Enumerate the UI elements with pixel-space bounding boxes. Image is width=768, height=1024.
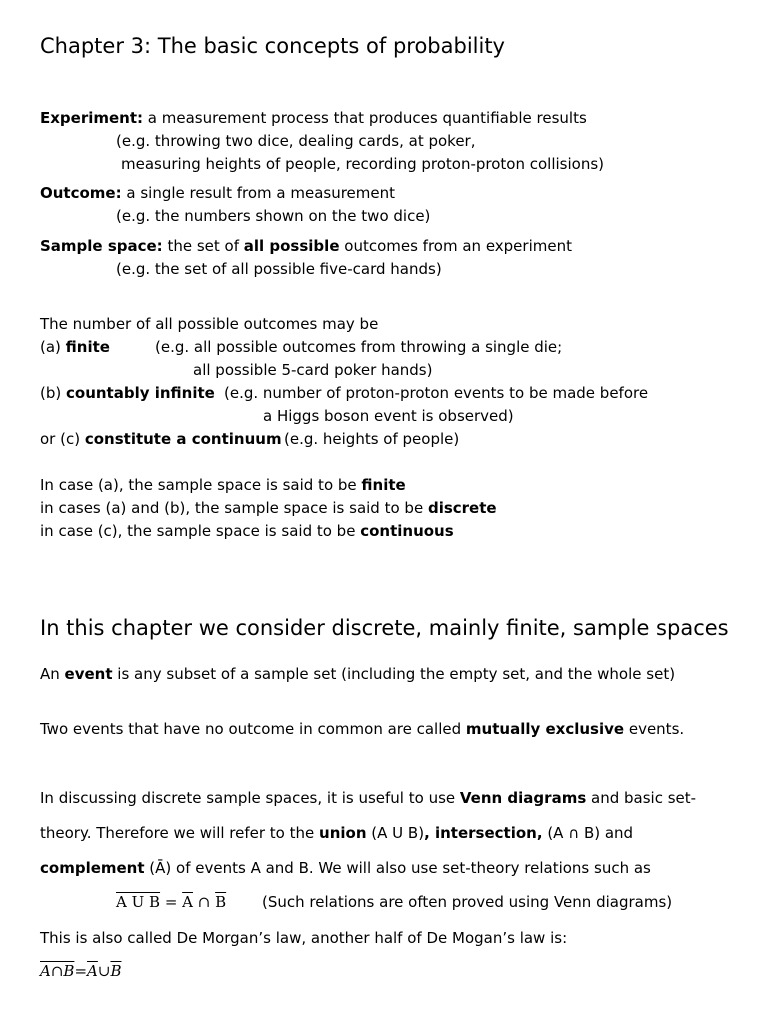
mutual-post: events. xyxy=(624,720,685,738)
case-c-example: (e.g. heights of people) xyxy=(284,430,460,448)
sample-space-term: Sample space: xyxy=(40,237,163,255)
section-heading: In this chapter we consider discrete, mainly finite, sample spaces xyxy=(40,616,729,640)
venn-term: Venn diagrams xyxy=(459,789,587,807)
outcome-definition xyxy=(40,183,395,203)
page-title: Chapter 3: The basic concepts of probability xyxy=(40,34,505,58)
event-term: event xyxy=(64,665,113,683)
sample-space-definition xyxy=(40,236,572,256)
case-b-prefix: (b) xyxy=(40,384,66,402)
venn-l1-post: and basic set- xyxy=(586,789,697,807)
possible-intro: The number of all possible outcomes may be xyxy=(40,315,379,333)
complement-term: complement xyxy=(40,859,145,877)
case-a-summary xyxy=(40,475,406,495)
union-comma: , xyxy=(424,824,435,842)
eq1-equals: = xyxy=(160,893,183,911)
eq2-a-bar: $\overline{A}$ xyxy=(87,962,98,980)
eq1-b-bar: $\overline{B}$ xyxy=(215,893,227,911)
case-c-line xyxy=(40,429,282,449)
case-a-summary-text: In case (a), the sample space is said to be xyxy=(40,476,362,494)
eq1-a-bar: $\overline{A}$ xyxy=(182,893,193,911)
case-b-summary-term: discrete xyxy=(427,499,497,517)
case-c-summary xyxy=(40,521,454,541)
case-c-prefix: or (c) xyxy=(40,430,85,448)
case-a-prefix: (a) xyxy=(40,338,66,356)
experiment-definition xyxy=(40,108,587,128)
venn-line-2 xyxy=(40,823,633,843)
event-post: is any subset of a sample set (including the empty set, and the whole set) xyxy=(112,665,676,683)
sample-space-def1: the set of xyxy=(162,237,244,255)
case-a-line xyxy=(40,337,110,357)
outcome-example: (e.g. the numbers shown on the two dice) xyxy=(116,207,431,225)
venn-l3-post: (Ā) of events A and B. We will also use set-theory relations such as xyxy=(144,859,651,877)
sample-space-def2: outcomes from an experiment xyxy=(339,237,572,255)
union-symbol: (A U B) xyxy=(366,824,425,842)
case-b-example-1: (e.g. number of proton-proton events to be made before xyxy=(224,384,649,402)
mutual-term: mutually exclusive xyxy=(465,720,625,738)
venn-l1-pre: In discussing discrete sample spaces, it is useful to use xyxy=(40,789,460,807)
venn-line-3 xyxy=(40,858,651,878)
event-pre: An xyxy=(40,665,65,683)
eq1-cap: ∩ xyxy=(193,893,216,911)
experiment-term: Experiment: xyxy=(40,109,144,127)
case-a-example-1: (e.g. all possible outcomes from throwing a single die; xyxy=(155,338,563,356)
sample-space-example: (e.g. the set of all possible five-card hands) xyxy=(116,260,442,278)
case-a-term: finite xyxy=(65,338,110,356)
de-morgan-equation-1 xyxy=(116,892,226,912)
case-b-example-2: a Higgs boson event is observed) xyxy=(263,407,514,425)
event-definition xyxy=(40,664,675,684)
case-a-summary-term: finite xyxy=(361,476,406,494)
eq1-note: (Such relations are often proved using Venn diagrams) xyxy=(262,893,673,911)
experiment-def: a measurement process that produces quantifiable results xyxy=(143,109,587,127)
outcome-def: a single result from a measurement xyxy=(121,184,396,202)
eq2-equals: = xyxy=(74,962,88,980)
case-c-summary-term: continuous xyxy=(360,522,454,540)
outcome-term: Outcome: xyxy=(40,184,122,202)
case-a-example-2: all possible 5-card poker hands) xyxy=(193,361,433,379)
eq2-b-bar: $\overline{B}$ xyxy=(110,962,122,980)
de-morgan-text: This is also called De Morgan’s law, another half of De Mogan’s law is: xyxy=(40,929,568,947)
case-b-summary xyxy=(40,498,497,518)
venn-l2-pre: theory. Therefore we will refer to the xyxy=(40,824,320,842)
case-b-summary-text: in cases (a) and (b), the sample space is said to be xyxy=(40,499,428,517)
de-morgan-equation-2 xyxy=(40,961,121,981)
case-b-line xyxy=(40,383,215,403)
intersection-symbol: (A ∩ B) and xyxy=(542,824,634,842)
experiment-example-1: (e.g. throwing two dice, dealing cards, at poker, xyxy=(116,132,476,150)
mutual-pre: Two events that have no outcome in common are called xyxy=(40,720,466,738)
intersection-term: intersection, xyxy=(434,824,543,842)
mutual-definition xyxy=(40,719,684,739)
venn-line-1 xyxy=(40,788,696,808)
case-c-term: constitute a continuum xyxy=(84,430,282,448)
eq1-lhs: A U B xyxy=(116,893,161,911)
eq2-lhs: A∩B xyxy=(40,962,75,980)
eq2-cup: ∪ xyxy=(97,962,111,980)
experiment-example-2: measuring heights of people, recording proton-proton collisions) xyxy=(121,155,605,173)
case-b-term: countably infinite xyxy=(66,384,215,402)
sample-space-emph: all possible xyxy=(243,237,340,255)
case-c-summary-text: in case (c), the sample space is said to be xyxy=(40,522,361,540)
union-term: union xyxy=(319,824,367,842)
